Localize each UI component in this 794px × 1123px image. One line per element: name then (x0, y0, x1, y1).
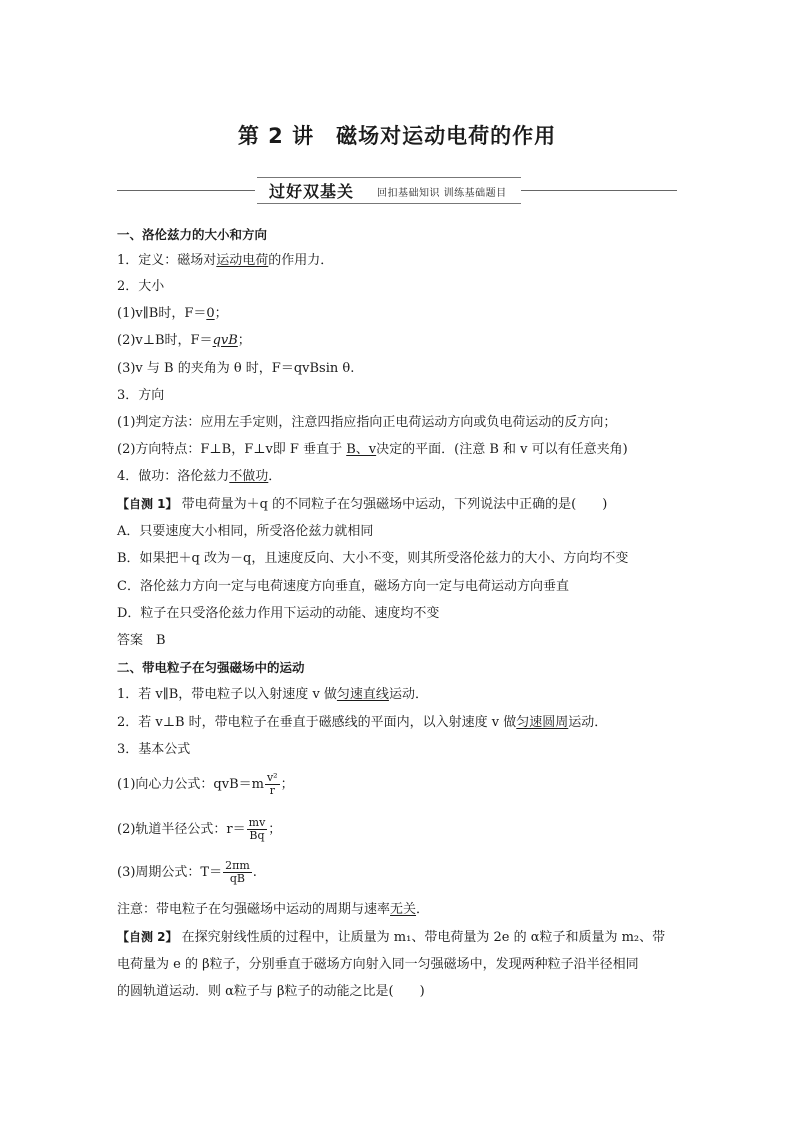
motion-item-1: 1．若 v∥B，带电粒子以入射速度 v 做匀速直线运动． (117, 687, 428, 702)
size-item-1: (1)v∥B时，F＝0； (117, 306, 228, 321)
fraction: $\frac{\text{v²}}{r}$ (266, 771, 278, 797)
self-test-1-tag: 【自测 1】 (117, 497, 178, 511)
formula-radius: (2)轨道半径公式：r＝ $\frac{mv}{Bq}$ ； (117, 816, 282, 842)
banner-rule-right (521, 190, 677, 191)
direction-item-2: (2)方向特点：F⊥B，F⊥v即 F 垂直于 B、v决定的平面．(注意 B 和 v 可以有任意夹角) (117, 442, 628, 457)
section-banner (117, 176, 677, 204)
size-item-3: (3)v 与 B 的夹角为 θ 时，F＝qvBsin θ. (117, 361, 355, 376)
self-test-2-line-3: 的圆轨道运动．则 α粒子与 β粒子的动能之比是( ) (117, 984, 425, 999)
formula-centripetal: (1)向心力公式：qvB＝m $\frac{\text{v²}}{r}$ ； (117, 771, 294, 797)
direction-heading: 3．方向 (117, 388, 165, 403)
self-test-1-stem: 【自测 1】 带电荷量为＋q 的不同粒子在匀强磁场中运动，下列说法中正确的是( ) (117, 497, 608, 512)
self-test-2-line-1: 【自测 2】 在探究射线性质的过程中，让质量为 m₁、带电荷量为 2e 的 α粒子和质量为 m₂、带 (117, 930, 666, 945)
banner-sub-label: 回扣基础知识 训练基础题目 (377, 188, 507, 199)
answer-line: 答案 B (117, 633, 166, 648)
page-title: 第 2 讲 磁场对运动电荷的作用 (237, 124, 557, 148)
option-a: A．只要速度大小相同，所受洛伦兹力就相同 (117, 524, 374, 539)
work-line: 4．做功：洛伦兹力不做功． (117, 469, 282, 484)
direction-item-1: (1)判定方法：应用左手定则，注意四指应指向正电荷运动方向或负电荷运动的反方向； (117, 415, 617, 430)
option-b: B．如果把＋q 改为－q，且速度反向、大小不变，则其所受洛伦兹力的大小、方向均不变 (117, 551, 629, 566)
size-heading: 2．大小 (117, 279, 165, 294)
formula-period: (3)周期公式：T＝ $\frac{2\pi m}{qB}$ . (117, 859, 257, 885)
banner-rule-left (117, 190, 255, 191)
fraction: $\frac{2\pi m}{qB}$ (225, 859, 250, 885)
size-item-2: (2)v⊥B时，F＝qvB； (117, 333, 251, 348)
option-d: D．粒子在只受洛伦兹力作用下运动的动能、速度均不变 (117, 606, 440, 621)
self-test-2-line-2: 电荷量为 e 的 β粒子，分别垂直于磁场方向射入同一匀强磁场中，发现两种粒子沿半径相同 (117, 957, 639, 972)
option-c: C．洛伦兹力方向一定与电荷速度方向垂直，磁场方向一定与电荷运动方向垂直 (117, 579, 569, 594)
section-1-heading: 一、洛伦兹力的大小和方向 (117, 227, 268, 242)
formula-heading: 3．基本公式 (117, 742, 191, 757)
motion-item-2: 2．若 v⊥B 时，带电粒子在垂直于磁感线的平面内，以入射速度 v 做匀速圆周运动． (117, 715, 608, 730)
section-2-heading: 二、带电粒子在匀强磁场中的运动 (117, 660, 305, 675)
definition-line: 1．定义：磁场对运动电荷的作用力． (117, 253, 334, 268)
banner-box (257, 177, 521, 204)
self-test-2-tag: 【自测 2】 (117, 930, 178, 944)
fraction: $\frac{mv}{Bq}$ (248, 816, 266, 842)
note-line: 注意：带电粒子在匀强磁场中运动的周期与速率无关． (117, 902, 430, 917)
banner-main-label: 过好双基关 (269, 182, 355, 201)
